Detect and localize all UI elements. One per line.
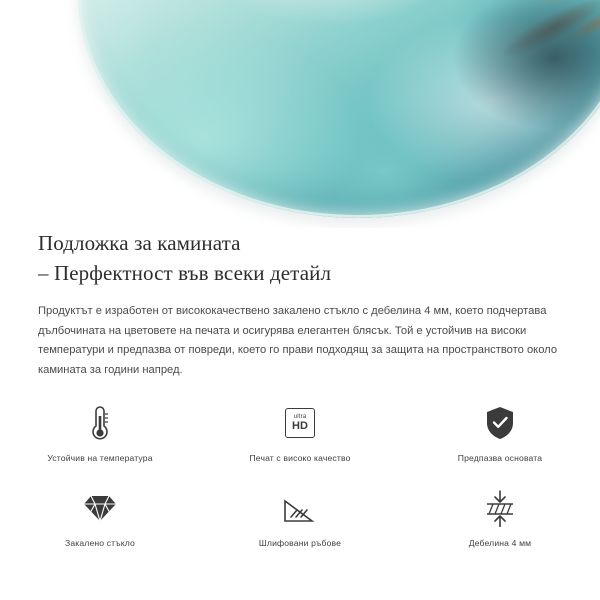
- ultra-hd-bottom-label: HD: [292, 420, 308, 432]
- feature-caption: Устойчив на температура: [47, 453, 153, 463]
- description-block: [0, 288, 600, 380]
- hero-image: [0, 0, 600, 228]
- text-content: [0, 228, 600, 380]
- feature-thickness: [400, 485, 600, 548]
- diamond-icon: [82, 485, 118, 531]
- feature-polished-edges: [200, 485, 400, 548]
- feature-tempered-glass: [0, 485, 200, 548]
- feature-print-quality: [200, 400, 400, 463]
- feature-grid: [0, 400, 600, 548]
- feature-temperature: [0, 400, 200, 463]
- glass-edge: [78, 0, 600, 218]
- feature-protects-base: [400, 400, 600, 463]
- polished-edges-icon: [282, 485, 318, 531]
- headline-line-1: Подложка за камината: [38, 231, 241, 255]
- headline-line-2: – Перфектност във всеки детайл: [38, 261, 332, 285]
- description-paragraph: Продуктът е изработен от висококачествено закалено стъкло с дебелина 4 мм, което подчертава дълбочината на цветовете на печата и осигурява елегантен блясък. Той е устойчив на високи температури и предпазва от повреди, което го прави подходящ за защита на пространството около камината за години напред.: [38, 305, 558, 376]
- feature-caption: Закалено стъкло: [64, 538, 135, 548]
- feature-caption: Дебелина 4 мм: [468, 538, 532, 548]
- ultra-hd-icon: [285, 400, 315, 446]
- feature-caption: Шлифовани ръбове: [258, 538, 342, 548]
- feature-caption: Предпазва основата: [457, 453, 543, 463]
- feature-caption: Печат с високо качество: [249, 453, 351, 463]
- thermometer-icon: [88, 400, 112, 446]
- shield-check-icon: [484, 400, 516, 446]
- page-title: [0, 228, 600, 288]
- glass-disc-product: [78, 0, 600, 218]
- ultra-hd-top-label: ultra: [293, 414, 307, 420]
- thickness-icon: [482, 485, 518, 531]
